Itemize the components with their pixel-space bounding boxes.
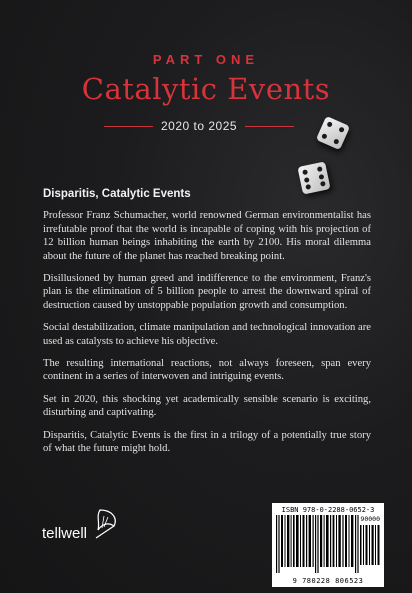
section-title: Catalytic Events bbox=[81, 72, 331, 106]
blurb-paragraph: Social destabilization, climate manipulation and technological innovation are used as catalysts to achieve his objective. bbox=[43, 322, 371, 347]
left-rule bbox=[104, 126, 153, 127]
blurb-paragraph: The resulting international reactions, not always foreseen, span every continent in a series of interwoven and intriguing events. bbox=[43, 358, 371, 383]
blurb-paragraph: Professor Franz Schumacher, world renowned German environmentalist has irrefutable proof that the world is incapable of coping with his projection of 12 billion human beings inhabiting the earth by 2100. His moral dilemma about the future of the planet has reached breaking point. bbox=[43, 210, 371, 262]
blurb-paragraph: Set in 2020, this shocking yet academically sensible scenario is exciting, disturbing and captivating. bbox=[43, 393, 371, 419]
years-range: 2020 to 2025 bbox=[160, 119, 238, 133]
isbn-barcode bbox=[272, 503, 384, 587]
price-code: 90000 bbox=[360, 515, 380, 523]
ean-digits: 9 780228 806523 bbox=[292, 577, 364, 585]
barcode-bars bbox=[276, 515, 360, 573]
dice-image bbox=[316, 116, 350, 150]
right-rule bbox=[245, 126, 294, 127]
part-label: PART ONE bbox=[152, 52, 260, 67]
price-barcode-bars bbox=[360, 525, 380, 565]
isbn-label: ISBN 978-0-2288-0652-3 bbox=[281, 506, 375, 514]
blurb-paragraph: Disillusioned by human greed and indifference to the environment, Franz's plan is the elimination of 5 billion people to arrest the downward spiral of destruction caused by unstoppable population growth and consumption. bbox=[43, 273, 371, 311]
blurb-heading: Disparitis, Catalytic Events bbox=[43, 188, 191, 200]
blurb-paragraph: Disparitis, Catalytic Events is the first in a trilogy of a potentially true story of what the future might hold. bbox=[43, 429, 371, 455]
years-row bbox=[104, 117, 294, 135]
blurb bbox=[43, 188, 371, 465]
publisher-logo: tellwell bbox=[42, 525, 88, 542]
